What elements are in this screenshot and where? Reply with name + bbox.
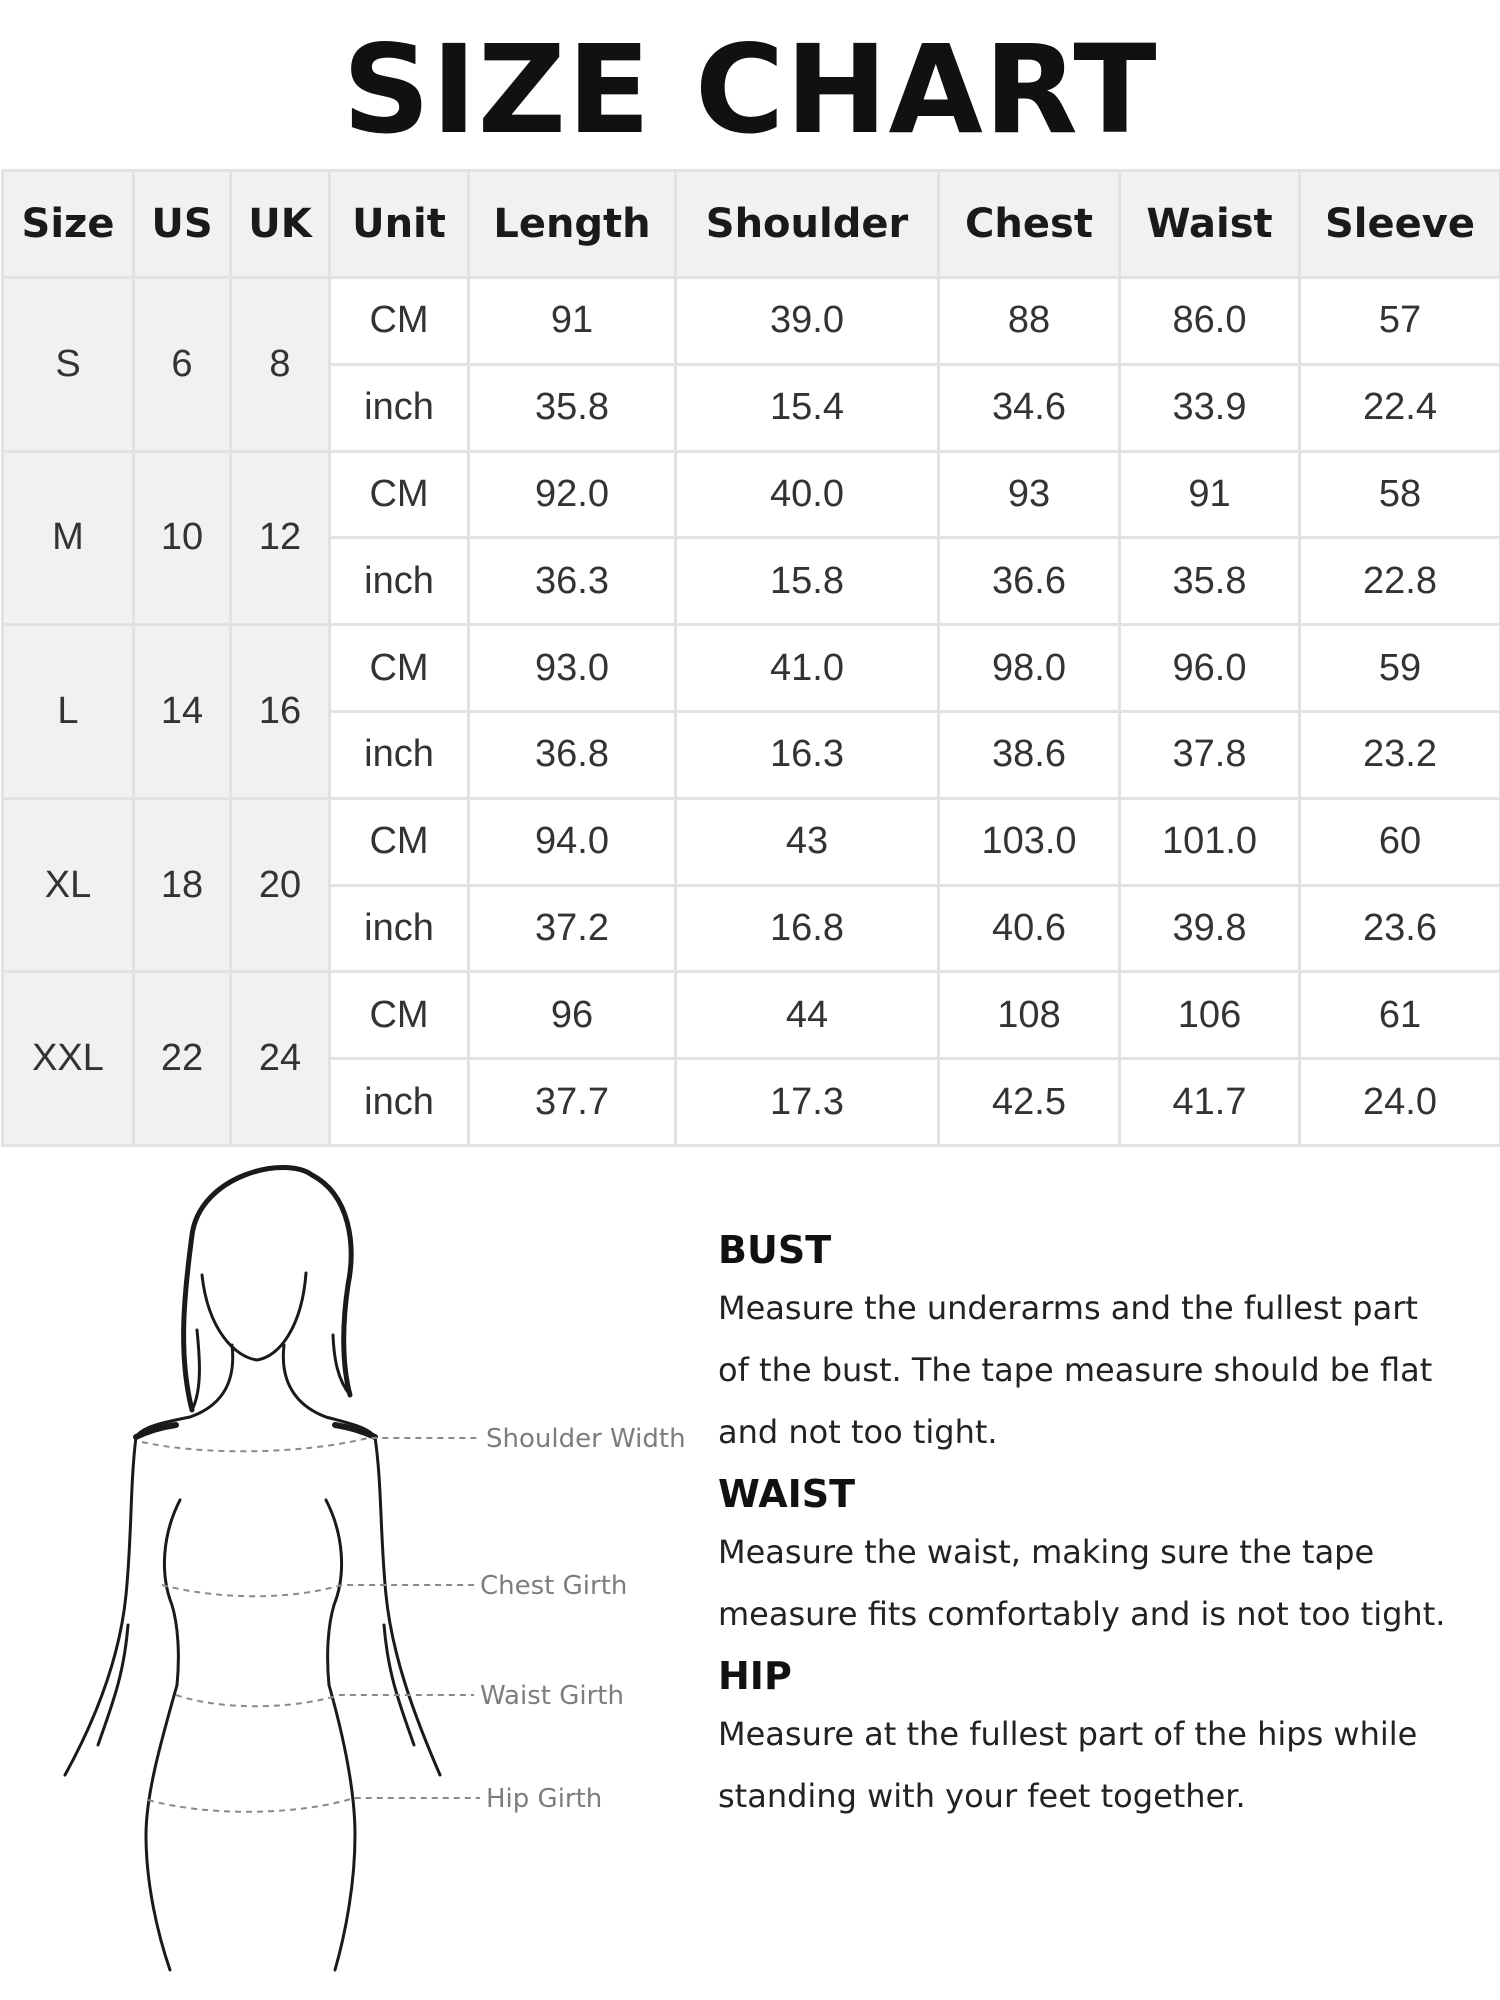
length-cell: 94.0 — [469, 798, 676, 885]
shoulder-measure-line — [142, 1438, 480, 1451]
hip-measure-line — [148, 1798, 480, 1812]
shoulder-cell: 16.3 — [676, 711, 939, 798]
size-cell: S — [3, 278, 134, 452]
sleeve-cell: 22.4 — [1300, 364, 1500, 451]
guide-text-hip: Measure at the fullest part of the hips while standing with your feet together. — [718, 1715, 1418, 1815]
uk-size-cell: 8 — [231, 278, 330, 452]
unit-cell: CM — [330, 972, 469, 1059]
header-shoulder: Shoulder — [676, 171, 939, 278]
sleeve-cell: 23.2 — [1300, 711, 1500, 798]
waist-cell: 96.0 — [1120, 625, 1300, 712]
unit-cell: inch — [330, 1059, 469, 1146]
table-row — [3, 451, 1500, 538]
sleeve-cell: 61 — [1300, 972, 1500, 1059]
sleeve-cell: 59 — [1300, 625, 1500, 712]
us-size-cell: 14 — [134, 625, 231, 799]
waist-cell: 39.8 — [1120, 885, 1300, 972]
chest-cell: 40.6 — [939, 885, 1120, 972]
unit-cell: inch — [330, 711, 469, 798]
uk-size-cell: 12 — [231, 451, 330, 625]
header-size: Size — [3, 171, 134, 278]
torso-left-hip — [146, 1685, 177, 1970]
guide-bust — [718, 1225, 1448, 1463]
size-cell: L — [3, 625, 134, 799]
unit-cell: inch — [330, 364, 469, 451]
header-uk: UK — [231, 171, 330, 278]
chest-cell: 42.5 — [939, 1059, 1120, 1146]
uk-size-cell: 20 — [231, 798, 330, 972]
unit-cell: inch — [330, 885, 469, 972]
guide-waist — [718, 1469, 1448, 1645]
torso-left-bust — [164, 1500, 180, 1685]
table-row — [3, 278, 1500, 365]
unit-cell: inch — [330, 538, 469, 625]
uk-size-cell: 16 — [231, 625, 330, 799]
guide-text-bust: Measure the underarms and the fullest part of the bust. The tape measure should be flat and not too tight. — [718, 1289, 1433, 1451]
face-outline — [202, 1273, 306, 1360]
shoulder-cell: 39.0 — [676, 278, 939, 365]
shoulder-cell: 43 — [676, 798, 939, 885]
chest-measure-line — [162, 1585, 474, 1596]
size-cell: M — [3, 451, 134, 625]
length-cell: 91 — [469, 278, 676, 365]
table-row — [3, 798, 1500, 885]
shoulder-width-label: Shoulder Width — [486, 1424, 686, 1454]
shoulder-cell: 41.0 — [676, 625, 939, 712]
header-length: Length — [469, 171, 676, 278]
us-size-cell: 22 — [134, 972, 231, 1146]
sleeve-cell: 22.8 — [1300, 538, 1500, 625]
chest-cell: 88 — [939, 278, 1120, 365]
table-row — [3, 972, 1500, 1059]
torso-right-bust — [326, 1500, 342, 1685]
waist-cell: 91 — [1120, 451, 1300, 538]
unit-cell: CM — [330, 278, 469, 365]
length-cell: 35.8 — [469, 364, 676, 451]
length-cell: 36.8 — [469, 711, 676, 798]
uk-size-cell: 24 — [231, 972, 330, 1146]
hip-girth-label: Hip Girth — [486, 1784, 603, 1814]
size-cell: XXL — [3, 972, 134, 1146]
length-cell: 92.0 — [469, 451, 676, 538]
length-cell: 96 — [469, 972, 676, 1059]
sleeve-cell: 60 — [1300, 798, 1500, 885]
waist-cell: 41.7 — [1120, 1059, 1300, 1146]
chest-cell: 34.6 — [939, 364, 1120, 451]
waist-cell: 37.8 — [1120, 711, 1300, 798]
left-arm — [65, 1437, 136, 1775]
header-sleeve: Sleeve — [1300, 171, 1500, 278]
shoulder-cell: 15.8 — [676, 538, 939, 625]
chest-cell: 98.0 — [939, 625, 1120, 712]
hair-left-strand — [192, 1330, 199, 1410]
chest-cell: 38.6 — [939, 711, 1120, 798]
shoulder-cell: 16.8 — [676, 885, 939, 972]
body-measurement-figure — [50, 1155, 690, 1975]
unit-cell: CM — [330, 798, 469, 885]
header-unit: Unit — [330, 171, 469, 278]
guide-heading-hip: HIP — [718, 1654, 792, 1698]
sleeve-cell: 24.0 — [1300, 1059, 1500, 1146]
us-size-cell: 18 — [134, 798, 231, 972]
waist-cell: 33.9 — [1120, 364, 1300, 451]
waist-cell: 35.8 — [1120, 538, 1300, 625]
measurement-guide — [718, 1225, 1448, 1833]
header-chest: Chest — [939, 171, 1120, 278]
chest-cell: 93 — [939, 451, 1120, 538]
waist-cell: 86.0 — [1120, 278, 1300, 365]
waist-cell: 106 — [1120, 972, 1300, 1059]
shoulder-cell: 44 — [676, 972, 939, 1059]
header-us: US — [134, 171, 231, 278]
waist-girth-label: Waist Girth — [480, 1681, 624, 1711]
us-size-cell: 10 — [134, 451, 231, 625]
sleeve-cell: 58 — [1300, 451, 1500, 538]
length-cell: 36.3 — [469, 538, 676, 625]
us-size-cell: 6 — [134, 278, 231, 452]
length-cell: 93.0 — [469, 625, 676, 712]
length-cell: 37.7 — [469, 1059, 676, 1146]
chest-cell: 103.0 — [939, 798, 1120, 885]
sleeve-cell: 23.6 — [1300, 885, 1500, 972]
waist-measure-line — [176, 1695, 474, 1706]
chest-cell: 108 — [939, 972, 1120, 1059]
table-body — [3, 278, 1500, 1146]
unit-cell: CM — [330, 625, 469, 712]
table-header-row — [3, 171, 1500, 278]
guide-heading-bust: BUST — [718, 1228, 832, 1272]
hair-outline — [184, 1168, 351, 1411]
torso-right-hip — [329, 1685, 355, 1970]
sleeve-cell: 57 — [1300, 278, 1500, 365]
unit-cell: CM — [330, 451, 469, 538]
header-waist: Waist — [1120, 171, 1300, 278]
waist-cell: 101.0 — [1120, 798, 1300, 885]
guide-hip — [718, 1651, 1448, 1827]
neck-right — [283, 1345, 375, 1437]
chest-girth-label: Chest Girth — [480, 1571, 628, 1601]
page-title: SIZE CHART — [342, 19, 1158, 161]
shoulder-left-bold — [136, 1425, 176, 1437]
chest-cell: 36.6 — [939, 538, 1120, 625]
guide-text-waist: Measure the waist, making sure the tape measure fits comfortably and is not too tight. — [718, 1533, 1446, 1633]
shoulder-cell: 40.0 — [676, 451, 939, 538]
table-row — [3, 625, 1500, 712]
length-cell: 37.2 — [469, 885, 676, 972]
shoulder-cell: 17.3 — [676, 1059, 939, 1146]
shoulder-cell: 15.4 — [676, 364, 939, 451]
size-chart-table — [1, 169, 1500, 1147]
right-arm — [375, 1437, 440, 1775]
guide-heading-waist: WAIST — [718, 1472, 856, 1516]
size-cell: XL — [3, 798, 134, 972]
